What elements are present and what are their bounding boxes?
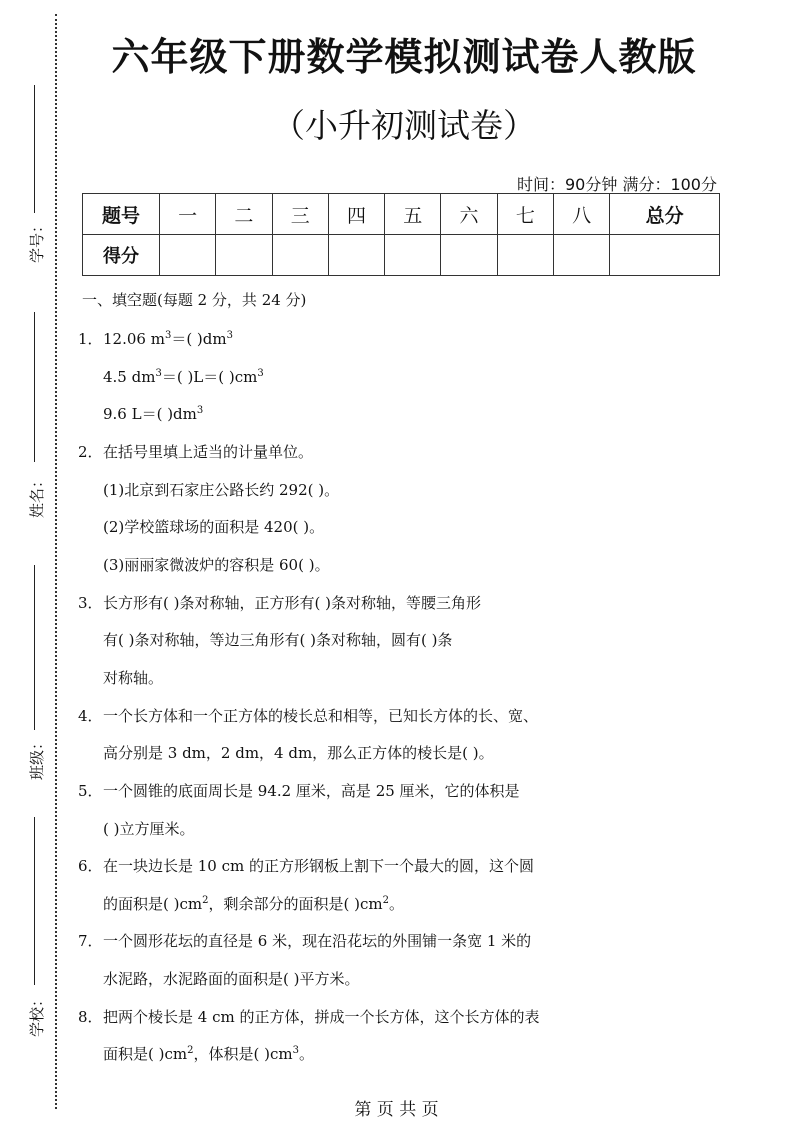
q8-line1: 把两个棱长是 4 cm 的正方体，拼成一个长方体，这个长方体的表 xyxy=(103,1008,540,1026)
q1-line1-b: ＝( )dm xyxy=(171,330,227,348)
q4-line1: 一个长方体和一个正方体的棱长总和相等，已知长方体的长、宽、 xyxy=(103,707,539,725)
header-cell-total: 总分 xyxy=(610,194,720,235)
name-field[interactable] xyxy=(14,312,44,522)
score-cell-3[interactable] xyxy=(272,235,328,276)
q3-number: 3． xyxy=(78,594,103,612)
q6-line2-c: 。 xyxy=(388,895,404,913)
q1-line2-b: ＝( )L＝( )cm xyxy=(161,368,258,386)
q8-line2-c: 。 xyxy=(298,1045,314,1063)
student-no-label: 学号： xyxy=(28,217,46,263)
q2-line4: (3)丽丽家微波炉的容积是 60( )。 xyxy=(103,556,330,574)
score-cell-7[interactable] xyxy=(497,235,553,276)
q1-line1 xyxy=(103,328,233,349)
score-table-header-row xyxy=(83,194,720,235)
header-cell-6: 六 xyxy=(441,194,497,235)
class-label: 班级： xyxy=(28,734,46,780)
q5-line1: 一个圆锥的底面周长是 94.2 厘米，高是 25 厘米，它的体积是 xyxy=(103,782,520,800)
school-line xyxy=(34,817,35,985)
q1-line2-a: 4.5 dm xyxy=(103,368,156,386)
header-cell-7: 七 xyxy=(497,194,553,235)
q6-line1: 在一块边长是 10 cm 的正方形钢板上割下一个最大的圆，这个圆 xyxy=(103,857,535,875)
header-cell-1: 一 xyxy=(160,194,216,235)
q1-line1-sup2: 3 xyxy=(226,330,233,341)
page-title: 六年级下册数学模拟测试卷人教版 xyxy=(111,35,697,79)
page-footer: 第 页 共 页 xyxy=(354,1100,439,1120)
q8-line2-sup2: 3 xyxy=(292,1045,299,1056)
school-field[interactable] xyxy=(14,817,44,1042)
q5-line2: ( )立方厘米。 xyxy=(103,820,195,838)
score-cell-4[interactable] xyxy=(328,235,384,276)
header-cell-label: 题号 xyxy=(83,194,160,235)
school-label: 学校： xyxy=(28,991,46,1037)
header-cell-8: 八 xyxy=(553,194,609,235)
q1-number: 1． xyxy=(78,330,103,348)
q3-line3: 对称轴。 xyxy=(103,669,164,687)
q2-line1: 在括号里填上适当的计量单位。 xyxy=(103,443,314,461)
score-cell-2[interactable] xyxy=(216,235,272,276)
q1-line2-sup: 3 xyxy=(155,368,162,379)
q6-line2-sup2: 2 xyxy=(382,895,389,906)
score-cell-5[interactable] xyxy=(385,235,441,276)
page-subtitle: （小升初测试卷） xyxy=(272,106,536,145)
student-no-line xyxy=(34,85,35,213)
time-info: 时间：90分钟 满分：100分 xyxy=(517,175,717,194)
q8-line2-sup: 2 xyxy=(187,1045,194,1056)
class-line xyxy=(34,565,35,730)
score-cell-8[interactable] xyxy=(553,235,609,276)
q6-line2-a: 的面积是( )cm xyxy=(103,895,203,913)
q3-line1: 长方形有( )条对称轴，正方形有( )条对称轴，等腰三角形 xyxy=(103,594,481,612)
q6-number: 6． xyxy=(78,857,103,875)
q1-line3-a: 9.6 L＝( )dm xyxy=(103,405,197,423)
q1-line2 xyxy=(103,366,264,387)
name-label: 姓名： xyxy=(28,472,46,518)
q8-number: 8． xyxy=(78,1008,103,1026)
score-row-label: 得分 xyxy=(83,235,160,276)
q4-line2: 高分别是 3 dm，2 dm，4 dm，那么正方体的棱长是( )。 xyxy=(103,744,494,762)
name-line xyxy=(34,312,35,462)
score-cell-6[interactable] xyxy=(441,235,497,276)
section-heading-fill-in: 一、填空题(每题 2 分，共 24 分) xyxy=(82,291,307,309)
q3-line2: 有( )条对称轴，等边三角形有( )条对称轴，圆有( )条 xyxy=(103,631,453,649)
q5-number: 5． xyxy=(78,782,103,800)
score-table xyxy=(82,193,720,276)
q7-line1: 一个圆形花坛的直径是 6 米，现在沿花坛的外围铺一条宽 1 米的 xyxy=(103,932,532,950)
q8-line2-b: ，体积是( )cm xyxy=(193,1045,293,1063)
q2-number: 2． xyxy=(78,443,103,461)
q8-line2 xyxy=(103,1043,314,1064)
header-cell-4: 四 xyxy=(328,194,384,235)
q7-line2: 水泥路，水泥路面的面积是( )平方米。 xyxy=(103,970,360,988)
binding-margin xyxy=(0,0,70,1122)
q2-line3: (2)学校篮球场的面积是 420( )。 xyxy=(103,518,325,536)
header-cell-2: 二 xyxy=(216,194,272,235)
q1-line2-sup2: 3 xyxy=(257,368,264,379)
q1-line3 xyxy=(103,403,203,424)
student-no-field[interactable] xyxy=(14,85,44,270)
q1-line1-sup: 3 xyxy=(164,330,172,341)
binding-dotted-line xyxy=(55,14,57,1109)
q8-line2-a: 面积是( )cm xyxy=(103,1045,188,1063)
class-field[interactable] xyxy=(14,565,44,785)
q6-line2-sup: 2 xyxy=(202,895,209,906)
score-cell-total[interactable] xyxy=(610,235,720,276)
q1-line1-a: 12.06 m xyxy=(103,330,165,348)
score-cell-1[interactable] xyxy=(160,235,216,276)
q4-number: 4． xyxy=(78,707,103,725)
q7-number: 7． xyxy=(78,932,103,950)
header-cell-5: 五 xyxy=(385,194,441,235)
q6-line2 xyxy=(103,893,404,914)
score-table-score-row xyxy=(83,235,720,276)
q2-line2: (1)北京到石家庄公路长约 292( )。 xyxy=(103,481,340,499)
q1-line3-sup: 3 xyxy=(196,405,204,416)
q6-line2-b: ，剩余部分的面积是( )cm xyxy=(208,895,383,913)
header-cell-3: 三 xyxy=(272,194,328,235)
